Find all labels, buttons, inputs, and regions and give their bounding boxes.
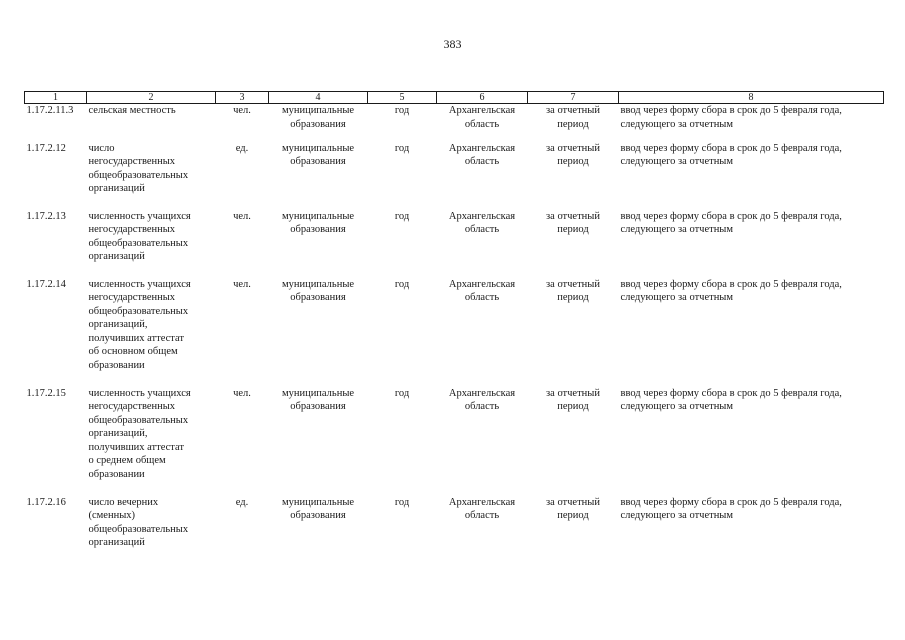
indicator-code-cell <box>25 278 87 387</box>
column-header: 4 <box>269 92 368 104</box>
aggregation-level: муниципальные образования <box>281 278 355 304</box>
table-row <box>25 496 884 564</box>
unit-of-measure-cell <box>216 278 269 387</box>
indicator-code: 1.17.2.12 <box>26 142 66 154</box>
indicator-name-cell <box>87 210 216 278</box>
collection-method-cell <box>619 210 884 278</box>
unit-of-measure: чел. <box>233 387 251 399</box>
table-row <box>25 387 884 496</box>
indicator-code: 1.17.2.11.3 <box>26 105 74 116</box>
collection-method: ввод через форму сбора в срок до 5 февраля года, следующего за отчетным <box>620 278 842 304</box>
indicator-code-cell <box>25 104 87 142</box>
table-row <box>25 142 884 210</box>
periodicity: год <box>394 496 410 508</box>
indicator-code: 1.17.2.15 <box>26 387 66 399</box>
territory-cell <box>437 142 528 210</box>
collection-method-cell <box>619 142 884 210</box>
column-header: 5 <box>368 92 437 104</box>
unit-of-measure: ед. <box>235 496 249 508</box>
unit-of-measure-cell <box>216 210 269 278</box>
unit-of-measure: чел. <box>233 210 251 222</box>
territory: Архангельская область <box>448 496 516 522</box>
periodicity: год <box>394 105 410 116</box>
periodicity-cell <box>368 496 437 564</box>
reporting-period-cell <box>528 104 619 142</box>
collection-method: ввод через форму сбора в срок до 5 февраля года, следующего за отчетным <box>620 105 842 130</box>
column-header: 7 <box>528 92 619 104</box>
table-row <box>25 278 884 387</box>
indicator-name-cell <box>87 104 216 142</box>
reporting-period-cell <box>528 496 619 564</box>
indicator-name: число вечерних (сменных) общеобразовательных организаций <box>88 496 189 549</box>
indicator-name: число негосударственных общеобразовательных организаций <box>88 142 189 195</box>
territory-cell <box>437 387 528 496</box>
aggregation-level-cell <box>269 387 368 496</box>
page-number: 383 <box>443 37 462 51</box>
periodicity-cell <box>368 142 437 210</box>
territory: Архангельская область <box>448 278 516 304</box>
aggregation-level: муниципальные образования <box>281 387 355 413</box>
aggregation-level-cell <box>269 210 368 278</box>
column-header: 8 <box>619 92 884 104</box>
aggregation-level-cell <box>269 496 368 564</box>
aggregation-level-cell <box>269 278 368 387</box>
reporting-period-cell <box>528 387 619 496</box>
unit-of-measure-cell <box>216 142 269 210</box>
aggregation-level: муниципальные образования <box>281 142 355 168</box>
reporting-period: за отчетный период <box>546 142 600 168</box>
column-header: 1 <box>25 92 87 104</box>
table-header-row <box>25 92 884 104</box>
unit-of-measure-cell <box>216 387 269 496</box>
reporting-period: за отчетный период <box>546 496 600 522</box>
collection-method-cell <box>619 496 884 564</box>
indicator-code: 1.17.2.14 <box>26 278 66 290</box>
table-row <box>25 104 884 142</box>
column-header: 6 <box>437 92 528 104</box>
periodicity: год <box>394 142 410 154</box>
collection-method: ввод через форму сбора в срок до 5 февраля года, следующего за отчетным <box>620 387 842 413</box>
indicator-name: численность учащихся негосударственных общеобразовательных организаций, получивших аттестат об основном общем образовании <box>88 278 191 372</box>
column-header: 3 <box>216 92 269 104</box>
indicator-code-cell <box>25 496 87 564</box>
reporting-period: за отчетный период <box>546 387 600 413</box>
periodicity-cell <box>368 210 437 278</box>
collection-method: ввод через форму сбора в срок до 5 февраля года, следующего за отчетным <box>620 142 842 168</box>
periodicity: год <box>394 210 410 222</box>
territory: Архангельская область <box>448 142 516 168</box>
indicator-name: численность учащихся негосударственных общеобразовательных организаций <box>88 210 191 263</box>
reporting-period-cell <box>528 142 619 210</box>
periodicity-cell <box>368 278 437 387</box>
aggregation-level: муниципальные образования <box>281 496 355 522</box>
collection-method-cell <box>619 387 884 496</box>
unit-of-measure: ед. <box>235 142 249 154</box>
indicator-code-cell <box>25 142 87 210</box>
periodicity-cell <box>368 104 437 142</box>
aggregation-level-cell <box>269 104 368 142</box>
territory: Архангельская область <box>448 105 516 130</box>
indicators-table <box>24 91 884 564</box>
territory-cell <box>437 496 528 564</box>
unit-of-measure: чел. <box>233 105 251 116</box>
collection-method-cell <box>619 104 884 142</box>
reporting-period: за отчетный период <box>546 278 600 304</box>
indicator-name-cell <box>87 387 216 496</box>
reporting-period: за отчетный период <box>546 105 600 130</box>
indicator-code: 1.17.2.13 <box>26 210 66 222</box>
territory-cell <box>437 104 528 142</box>
column-header: 2 <box>87 92 216 104</box>
collection-method: ввод через форму сбора в срок до 5 февраля года, следующего за отчетным <box>620 496 842 522</box>
periodicity-cell <box>368 387 437 496</box>
aggregation-level-cell <box>269 142 368 210</box>
indicator-code-cell <box>25 387 87 496</box>
reporting-period-cell <box>528 210 619 278</box>
indicator-name: численность учащихся негосударственных общеобразовательных организаций, получивших аттестат о среднем общем образовании <box>88 387 191 481</box>
reporting-period-cell <box>528 278 619 387</box>
table-row <box>25 210 884 278</box>
collection-method-cell <box>619 278 884 387</box>
unit-of-measure: чел. <box>233 278 251 290</box>
periodicity: год <box>394 387 410 399</box>
aggregation-level: муниципальные образования <box>281 105 355 130</box>
indicator-name-cell <box>87 142 216 210</box>
collection-method: ввод через форму сбора в срок до 5 февраля года, следующего за отчетным <box>620 210 842 236</box>
periodicity: год <box>394 278 410 290</box>
unit-of-measure-cell <box>216 496 269 564</box>
territory: Архангельская область <box>448 210 516 236</box>
territory-cell <box>437 278 528 387</box>
aggregation-level: муниципальные образования <box>281 210 355 236</box>
indicator-name-cell <box>87 278 216 387</box>
indicator-code: 1.17.2.16 <box>26 496 66 508</box>
territory: Архангельская область <box>448 387 516 413</box>
indicator-code-cell <box>25 210 87 278</box>
indicator-name-cell <box>87 496 216 564</box>
territory-cell <box>437 210 528 278</box>
reporting-period: за отчетный период <box>546 210 600 236</box>
unit-of-measure-cell <box>216 104 269 142</box>
indicator-name: сельская местность <box>88 105 176 116</box>
